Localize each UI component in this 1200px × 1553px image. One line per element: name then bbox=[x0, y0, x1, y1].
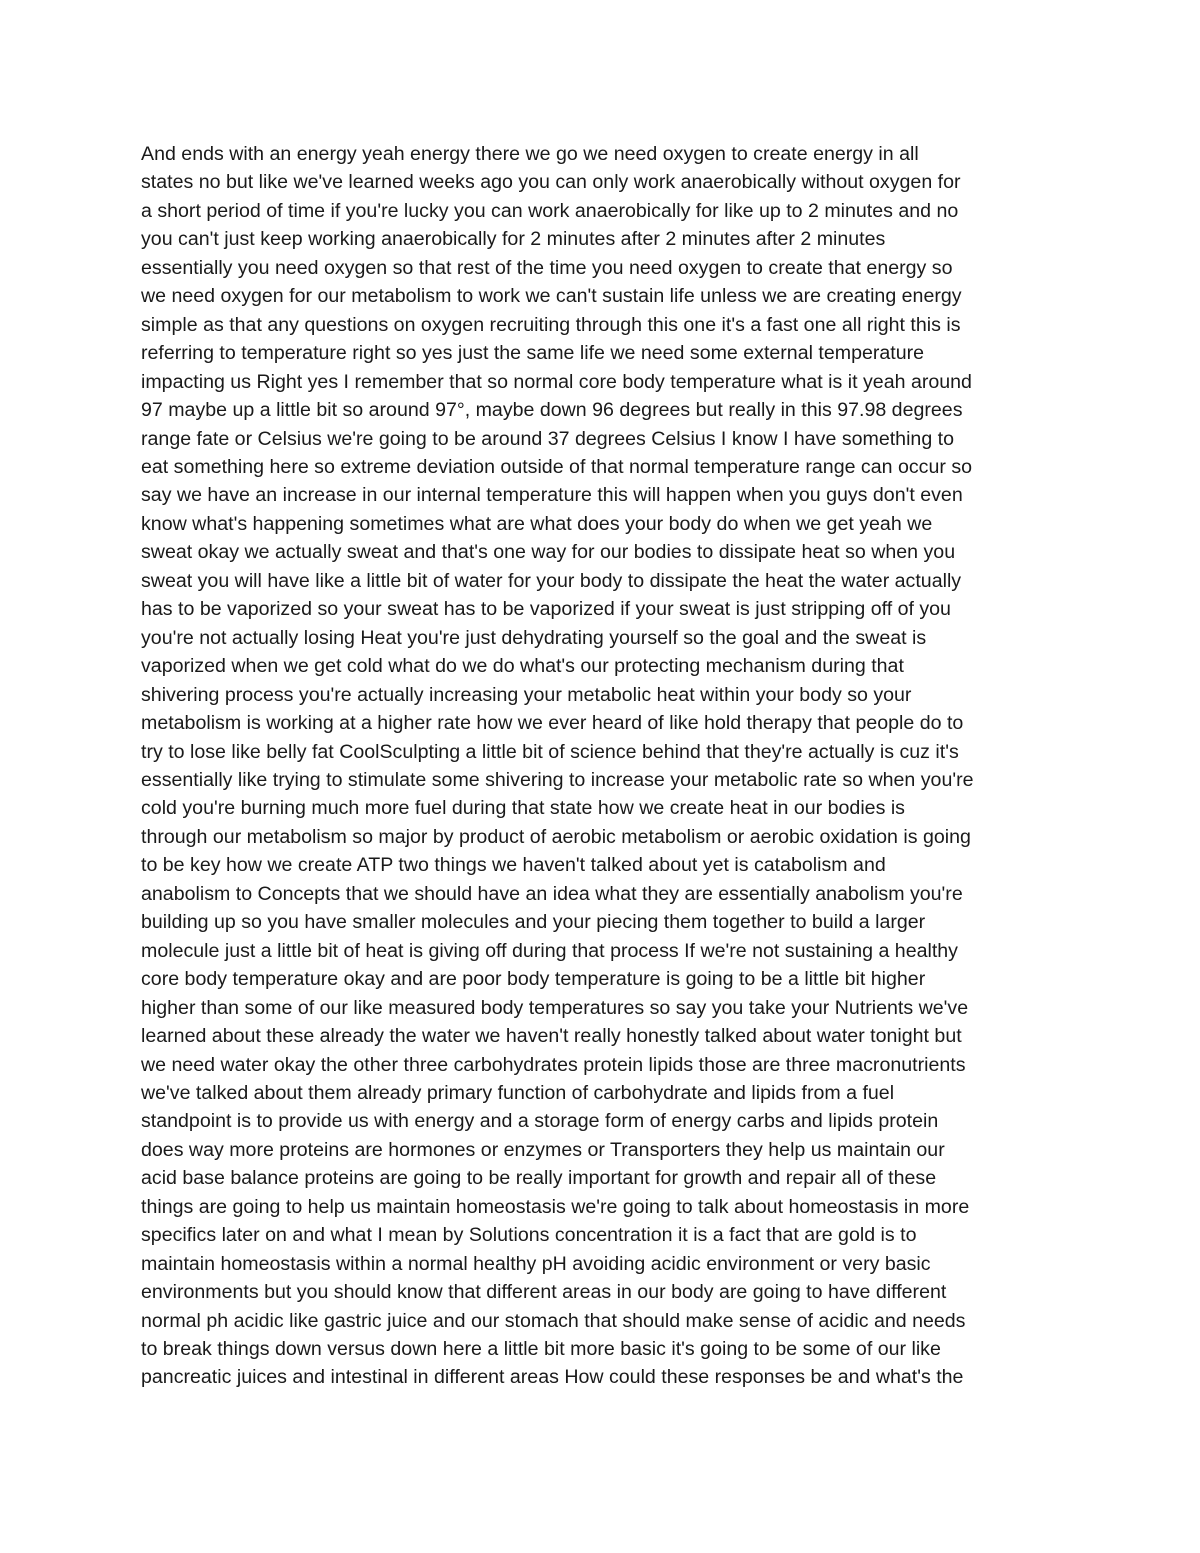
text-line: sweat you will have like a little bit of water for your body to dissipate the heat the water actually bbox=[141, 569, 962, 592]
text-line: does way more proteins are hormones or enzymes or Transporters they help us maintain our bbox=[141, 1138, 945, 1161]
text-line: you're not actually losing Heat you're just dehydrating yourself so the goal and the sweat is bbox=[141, 626, 927, 649]
text-line: know what's happening sometimes what are what does your body do when we get yeah we bbox=[141, 512, 933, 535]
text-line: maintain homeostasis within a normal healthy pH avoiding acidic environment or very basic bbox=[141, 1252, 931, 1275]
body-text bbox=[141, 140, 1081, 1392]
text-line: to be key how we create ATP two things we haven't talked about yet is catabolism and bbox=[141, 854, 886, 877]
text-line: specifics later on and what I mean by Solutions concentration it is a fact that are gold is to bbox=[141, 1224, 917, 1247]
text-line: anabolism to Concepts that we should have an idea what they are essentially anabolism you're bbox=[141, 882, 963, 905]
text-line: a short period of time if you're lucky you can work anaerobically for like up to 2 minutes and no bbox=[141, 199, 959, 222]
text-line: normal ph acidic like gastric juice and our stomach that should make sense of acidic and needs bbox=[141, 1309, 966, 1332]
text-line: referring to temperature right so yes just the same life we need some external temperature bbox=[141, 342, 925, 365]
text-line: things are going to help us maintain homeostasis we're going to talk about homeostasis in more bbox=[141, 1195, 970, 1218]
text-line: simple as that any questions on oxygen recruiting through this one it's a fast one all right this is bbox=[141, 313, 961, 336]
text-line: has to be vaporized so your sweat has to be vaporized if your sweat is just stripping off of you bbox=[141, 598, 951, 621]
text-line: try to lose like belly fat CoolSculpting a little bit of science behind that they're actually is cuz it's bbox=[141, 740, 959, 763]
text-line: range fate or Celsius we're going to be around 37 degrees Celsius I know I have something to bbox=[141, 427, 955, 450]
text-line: we've talked about them already primary function of carbohydrate and lipids from a fuel bbox=[141, 1081, 895, 1104]
text-line: And ends with an energy yeah energy there we go we need oxygen to create energy in all bbox=[141, 143, 919, 165]
text-line: pancreatic juices and intestinal in different areas How could these responses be and what's the bbox=[141, 1366, 964, 1389]
text-line: you can't just keep working anaerobically for 2 minutes after 2 minutes after 2 minutes bbox=[141, 228, 886, 251]
text-line: through our metabolism so major by product of aerobic metabolism or aerobic oxidation is going bbox=[141, 825, 971, 848]
text-line: states no but like we've learned weeks ago you can only work anaerobically without oxygen for bbox=[141, 171, 961, 194]
text-line: core body temperature okay and are poor body temperature is going to be a little bit higher bbox=[141, 968, 926, 991]
text-line: impacting us Right yes I remember that so normal core body temperature what is it yeah around bbox=[141, 370, 972, 393]
text-line: building up so you have smaller molecules and your piecing them together to build a larger bbox=[141, 911, 926, 934]
text-line: environments but you should know that different areas in our body are going to have different bbox=[141, 1281, 947, 1304]
text-line: learned about these already the water we haven't really honestly talked about water tonight but bbox=[141, 1025, 962, 1048]
text-line: shivering process you're actually increasing your metabolic heat within your body so your bbox=[141, 683, 912, 706]
text-line: sweat okay we actually sweat and that's one way for our bodies to dissipate heat so when you bbox=[141, 541, 956, 564]
text-line: essentially you need oxygen so that rest of the time you need oxygen to create that energy so bbox=[141, 256, 953, 279]
text-line: we need oxygen for our metabolism to work we can't sustain life unless we are creating energy bbox=[141, 285, 962, 308]
text-line: standpoint is to provide us with energy and a storage form of energy carbs and lipids protein bbox=[141, 1110, 939, 1133]
text-line: acid base balance proteins are going to be really important for growth and repair all of these bbox=[141, 1167, 937, 1190]
text-line: 97 maybe up a little bit so around 97°, maybe down 96 degrees but really in this 97.98 degrees bbox=[141, 399, 963, 422]
text-line: eat something here so extreme deviation outside of that normal temperature range can occur so bbox=[141, 455, 973, 478]
text-line: vaporized when we get cold what do we do what's our protecting mechanism during that bbox=[141, 655, 904, 678]
text-line: metabolism is working at a higher rate how we ever heard of like hold therapy that people do to bbox=[141, 712, 964, 735]
text-line: higher than some of our like measured body temperatures so say you take your Nutrients we've bbox=[141, 996, 969, 1019]
text-line: cold you're burning much more fuel during that state how we create heat in our bodies is bbox=[141, 797, 905, 820]
text-line: we need water okay the other three carbohydrates protein lipids those are three macronutrients bbox=[141, 1053, 966, 1076]
text-line: molecule just a little bit of heat is giving off during that process If we're not sustaining a healthy bbox=[141, 939, 958, 962]
text-line: essentially like trying to stimulate some shivering to increase your metabolic rate so when you're bbox=[141, 768, 974, 791]
text-line: say we have an increase in our internal temperature this will happen when you guys don't even bbox=[141, 484, 963, 507]
text-line: to break things down versus down here a little bit more basic it's going to be some of our like bbox=[141, 1338, 941, 1361]
